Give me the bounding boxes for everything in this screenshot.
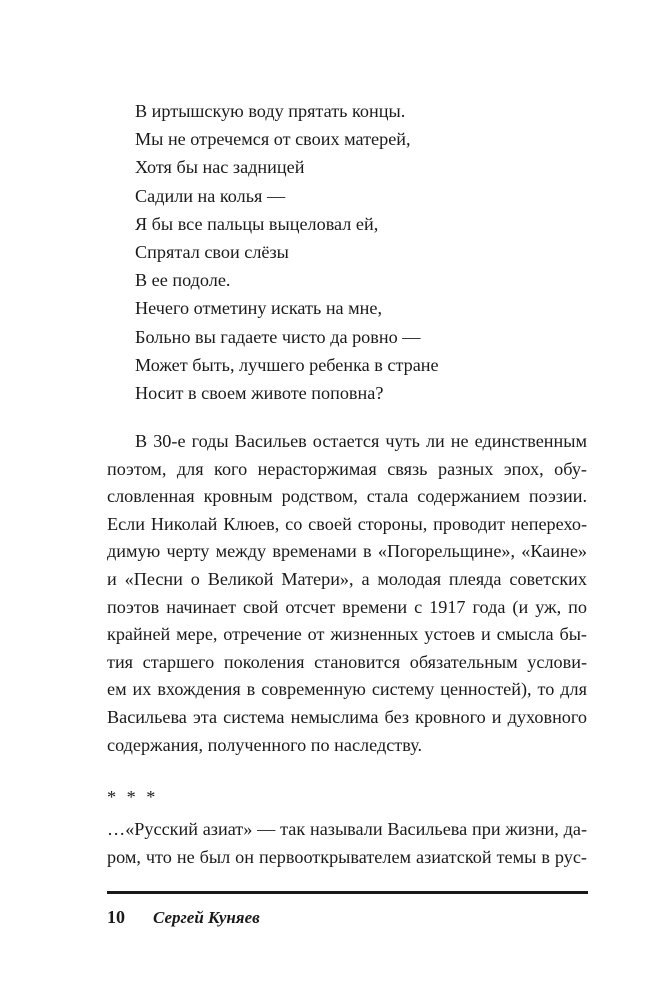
body-paragraph — [107, 428, 587, 759]
poem-line: Я бы все пальцы выцеловал ей, — [135, 213, 379, 234]
paragraph-line: и «Песни о Великой Матери», а молодая плеяда советских — [107, 568, 587, 589]
next-section-paragraph — [107, 815, 587, 871]
paragraph-line: словленная кровным родством, стала содержанием поэзии. — [107, 486, 587, 507]
poem-line: Больно вы гадаете чисто да ровно — — [135, 326, 421, 347]
poem-line: Садили на колья — — [135, 185, 286, 206]
paragraph-line: Васильева эта система немыслима без кровного и духовного — [107, 706, 587, 727]
poem-line: Мы не отречемся от своих матерей, — [135, 129, 411, 150]
paragraph-line: поэтом, для кого нерасторжимая связь разных эпох, обу- — [107, 458, 587, 479]
paragraph-line: крайней мере, отречение от жизненных устоев и смысла бы- — [107, 624, 587, 645]
poem-line: В иртышскую воду прятать концы. — [135, 101, 406, 121]
poem-line: Нечего отметину искать на мне, — [135, 298, 383, 319]
page-number: 10 — [107, 907, 125, 927]
paragraph-line: Если Николай Клюев, со своей стороны, проводит неперехо- — [107, 513, 587, 534]
poem-line: Носит в своем животе поповна? — [135, 383, 384, 404]
running-footer — [107, 905, 260, 929]
paragraph-line: ром, что не был он первооткрывателем азиатской темы в рус- — [107, 847, 587, 867]
paragraph-line: ем их вхождения в современную систему ценностей), то для — [107, 679, 587, 700]
poem-line: Может быть, лучшего ребенка в стране — [135, 354, 439, 375]
paragraph-line: содержания, полученного по наследству. — [107, 734, 423, 755]
poem-line: В ее подоле. — [135, 270, 231, 291]
paragraph-line: …«Русский азиат» — так называли Васильева при жизни, да- — [107, 819, 587, 839]
poem-line: Спрятал свои слёзы — [135, 242, 289, 263]
footer-rule — [107, 891, 588, 894]
poem-line: Хотя бы нас задницей — [135, 157, 305, 178]
paragraph-line: В 30-е годы Васильев остается чуть ли не единственным — [135, 431, 587, 451]
paragraph-line: тия старшего поколения становится обязательным услови- — [107, 651, 587, 672]
poem-stanza — [135, 97, 439, 407]
paragraph-line: поэтов начинает свой отсчет времени с 1917 года (и уж, по — [107, 596, 587, 617]
paragraph-line: димую черту между временами в «Погорельщине», «Каине» — [107, 541, 587, 562]
running-author: Сергей Куняев — [153, 908, 260, 927]
section-separator: * * * — [107, 787, 159, 807]
